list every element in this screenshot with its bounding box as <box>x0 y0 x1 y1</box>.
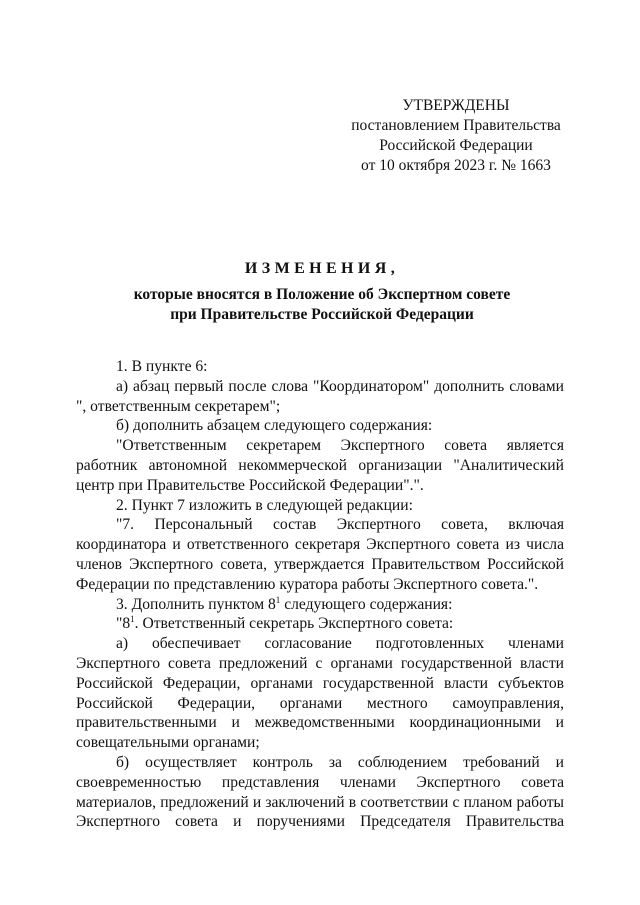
paragraph-text: . Ответственный секретарь Экспертного совета: <box>134 615 454 633</box>
paragraph <box>76 595 564 615</box>
subtitle-line: которые вносятся в Положение об Экспертном совете <box>133 286 511 303</box>
approval-stamp <box>340 96 572 176</box>
paragraph: а) обеспечивает согласование подготовленных членами Экспертного совета предложений с органами государственной власти Российской Федерации, органами государственной власти субъектов Российской Федерации, органами местного самоуправления, правительственными и межведомственными координационными и совещательными органами; <box>76 635 564 752</box>
subtitle-line: при Правительстве Российской Федерации <box>170 306 474 323</box>
approval-date-line: от 10 октября 2023 г. № 1663 <box>361 157 551 174</box>
approval-heading: УТВЕРЖДЕНЫ <box>402 97 510 114</box>
paragraph: б) дополнить абзацем следующего содержания: <box>116 417 433 435</box>
paragraph: "7. Персональный состав Экспертного совета, включая координатора и ответственного секретаря Экспертного совета из числа членов Экспертного совета, утверждается Правительством Российской Федерации по представлению куратора работы Экспертного совета.". <box>76 516 564 593</box>
approval-line: постановлением Правительства <box>351 117 561 134</box>
paragraph-text: "8 <box>116 615 131 633</box>
paragraph: "Ответственным секретарем Экспертного совета является работник автономной некоммерческой организации "Аналитический центр при Правительстве Российской Федерации".". <box>76 437 564 494</box>
paragraph: 1. В пункте 6: <box>116 358 208 375</box>
paragraph: а) абзац первый после слова "Координатором" дополнить словами ", ответственным секретарем"; <box>76 377 564 415</box>
document-subtitle <box>80 285 564 325</box>
paragraph: 2. Пункт 7 изложить в следующей редакции: <box>116 496 413 514</box>
approval-line: Российской Федерации <box>379 137 533 154</box>
document-title: ИЗМЕНЕНИЯ, <box>244 260 400 277</box>
document-title-block <box>80 259 564 325</box>
superscript: 1 <box>130 614 135 625</box>
superscript: 1 <box>275 594 281 605</box>
paragraph <box>76 614 564 634</box>
paragraph-text: следующего содержания: <box>280 595 453 613</box>
paragraph-text: 3. Дополнить пунктом 8 <box>116 595 276 613</box>
paragraph: б) осуществляет контроль за соблюдением требований и своевременностью представления членами Экспертного совета материалов, предложений и заключений в соответствии с планом работы Экспертного совета и поручениями Председателя Правительства <box>76 753 564 831</box>
document-body <box>76 357 564 832</box>
